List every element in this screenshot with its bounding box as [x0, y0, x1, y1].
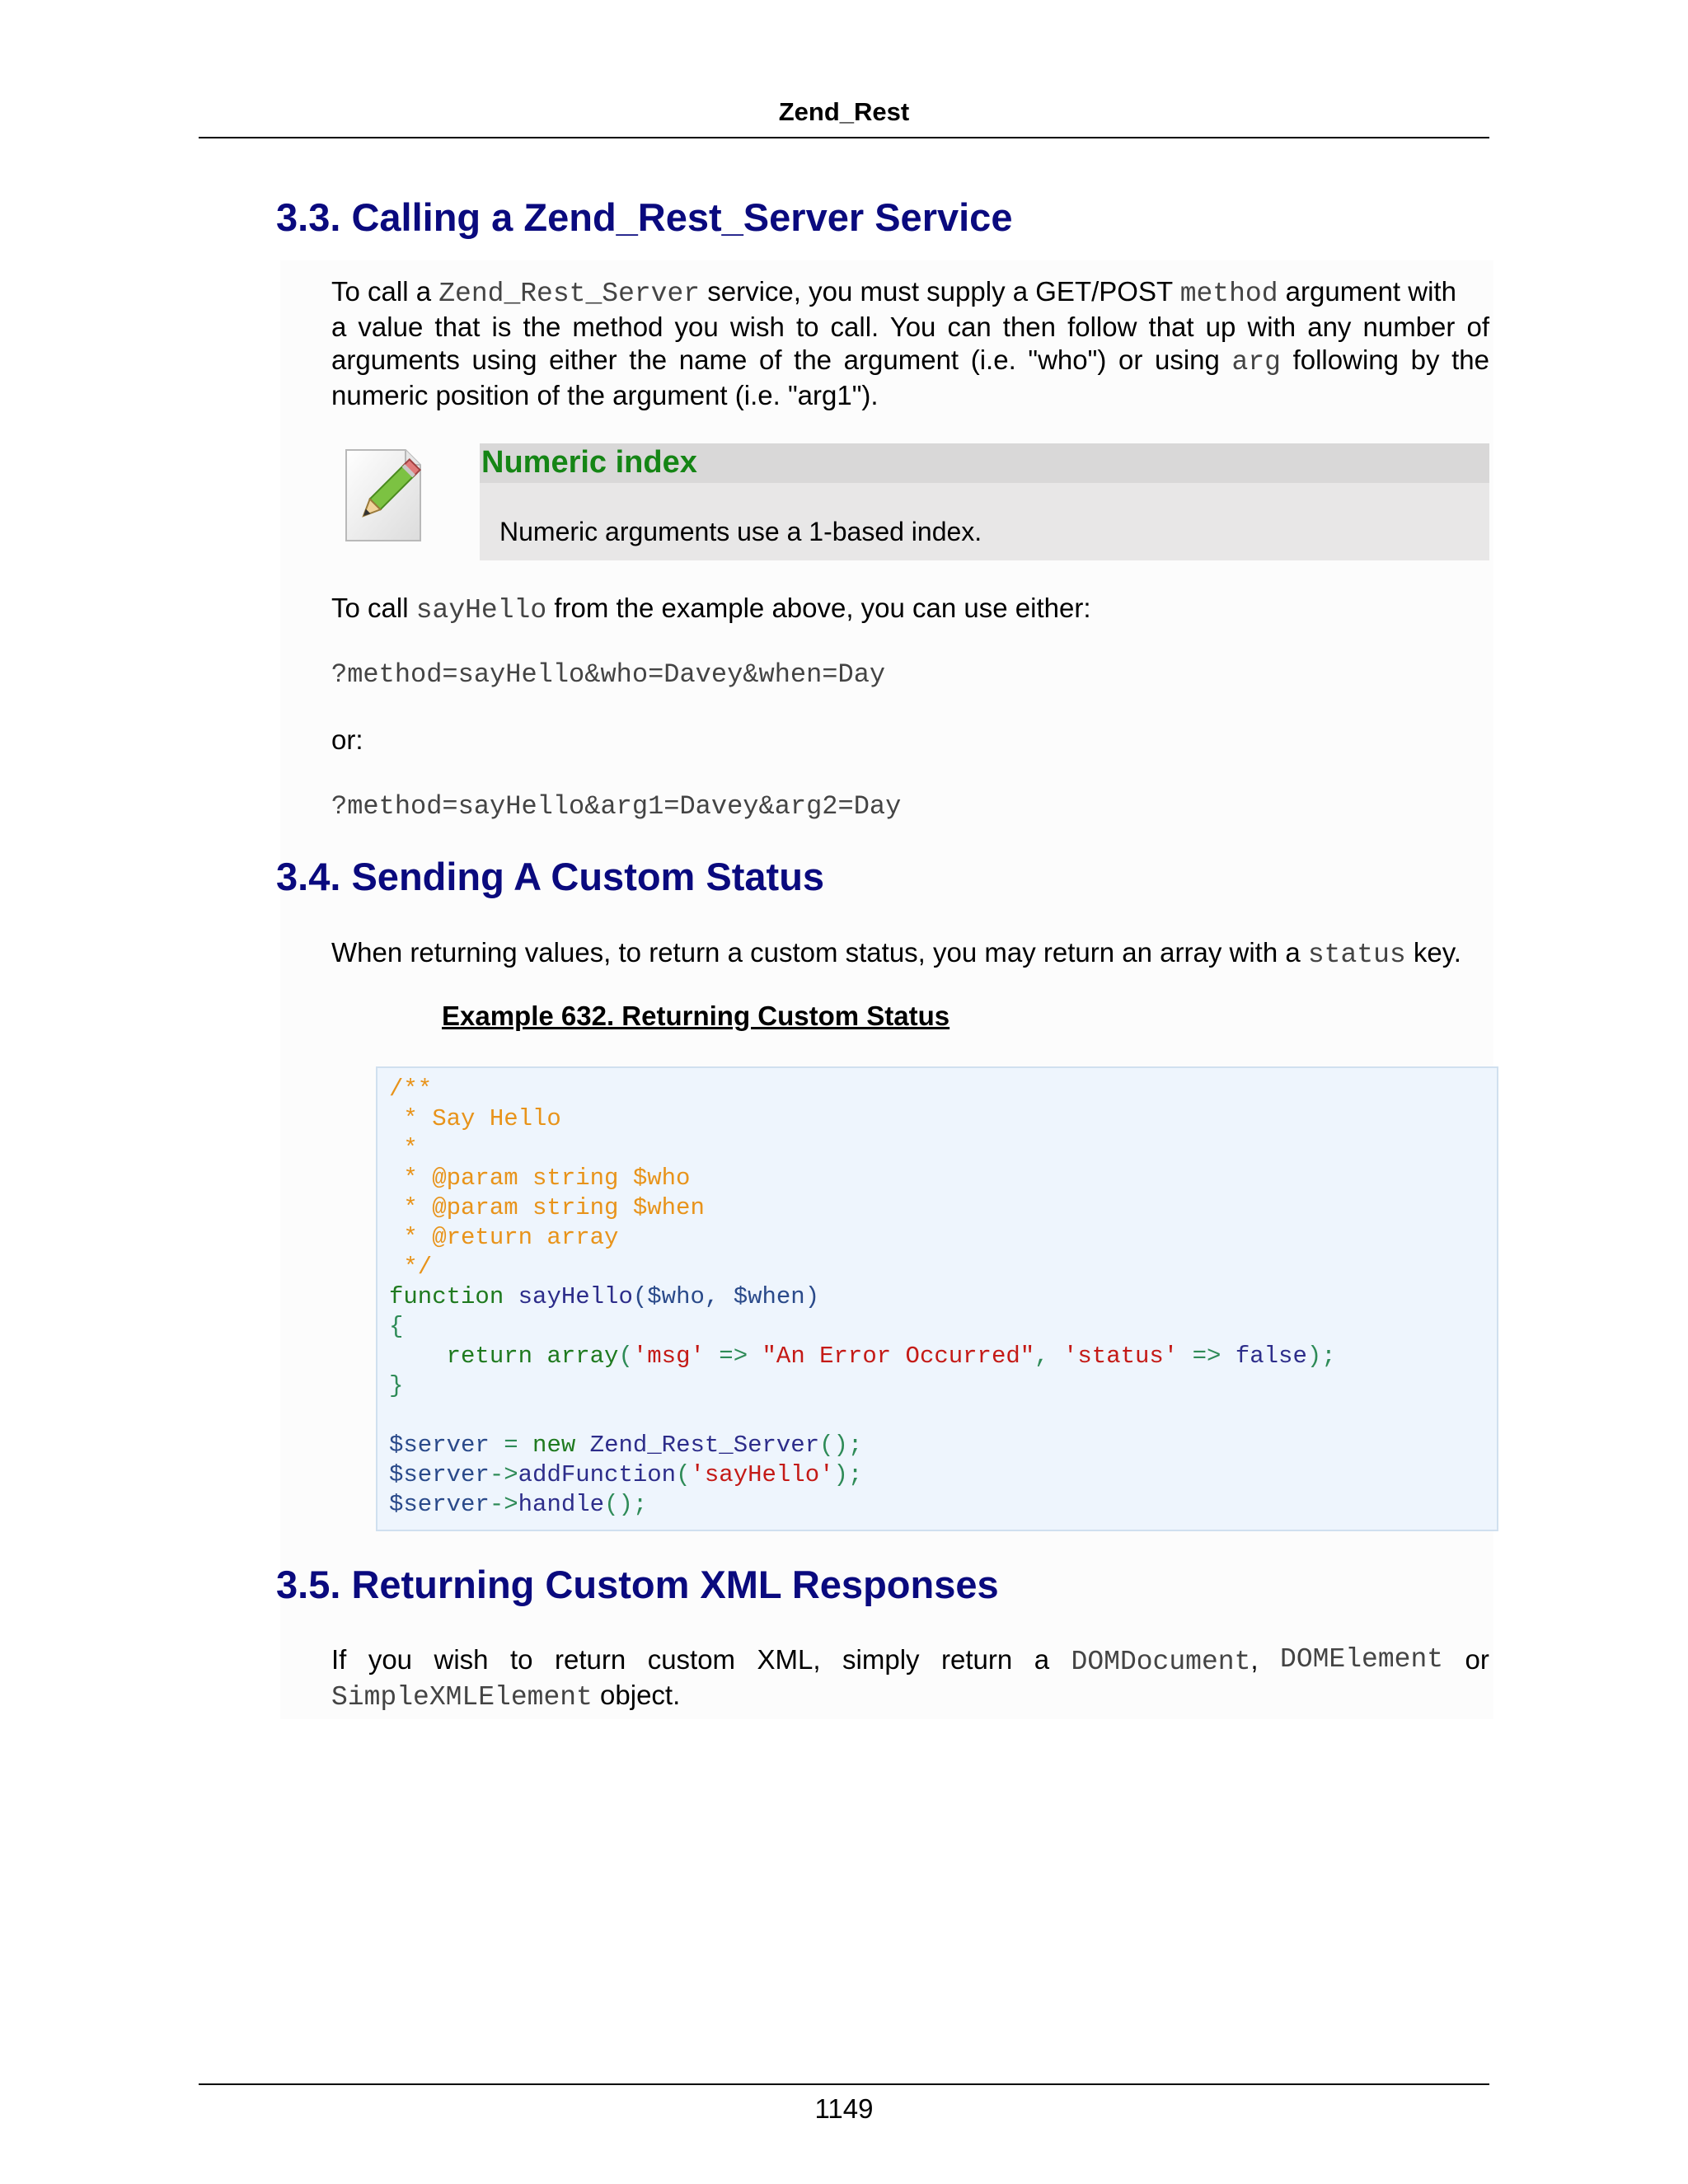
section-3-5-text [331, 1643, 1489, 1714]
header-rule [199, 137, 1489, 138]
intro-line-3: arguments using either the name of the argument (i.e. "who") or using arg following by the [331, 344, 1490, 377]
pencil-note-icon [338, 445, 425, 546]
section-heading-3-4: 3.4. Sending A Custom Status [276, 855, 825, 898]
running-header: Zend_Rest [778, 97, 910, 126]
code-block [376, 1066, 1498, 1531]
query-example-2: ?method=sayHello&arg1=Davey&arg2=Day [331, 791, 902, 822]
call-instructions: To call sayHello from the example above, you can use either: [331, 593, 1091, 626]
section-heading-3-3: 3.3. Calling a Zend_Rest_Server Service [276, 195, 1013, 239]
page-number: 1149 [814, 2093, 874, 2124]
section-3-5-line-2: SimpleXMLElement object. [331, 1680, 681, 1713]
section-heading-3-5: 3.5. Returning Custom XML Responses [276, 1563, 999, 1606]
note-body: Numeric arguments use a 1-based index. [499, 517, 982, 546]
or-text: or: [331, 724, 363, 755]
inline-code-domelement: DOMElement [1280, 1644, 1444, 1675]
note-title-bar [480, 443, 1489, 483]
note-admonition [480, 443, 1489, 560]
inline-code-domdocument: DOMDocument [1071, 1647, 1251, 1677]
code-listing: /** * Say Hello * * @param string $who * @param string $when * @return array */ function sayHello($who, $when) { return array('msg' => "An Error Occurred", 'status' => false); } $server = new Zend_Rest_Server(); $server->addFunction('sayHello'); $server->handle(); [389, 1076, 1336, 1518]
inline-code-arg: arg [1231, 347, 1281, 377]
inline-code-status: status [1307, 940, 1406, 970]
example-title: Example 632. Returning Custom Status [442, 1001, 950, 1031]
section-3-3-intro [331, 275, 1489, 412]
query-example-1: ?method=sayHello&who=Davey&when=Day [331, 659, 886, 690]
intro-line-2: a value that is the method you wish to call. You can then follow that up with any number of [331, 312, 1489, 342]
section-3-5-line-1: If you wish to return custom XML, simply return a DOMDocument, DOMElement or [331, 1644, 1489, 1677]
footer-rule [199, 2083, 1489, 2085]
inline-code-sayhello: sayHello [415, 595, 547, 626]
intro-line-1: To call a Zend_Rest_Server service, you must supply a GET/POST method argument with [331, 276, 1456, 309]
intro-line-4: numeric position of the argument (i.e. "arg1"). [331, 380, 879, 410]
inline-code-zend-rest-server: Zend_Rest_Server [438, 279, 701, 309]
inline-code-simplexmlelement: SimpleXMLElement [331, 1682, 593, 1713]
note-title: Numeric index [481, 445, 697, 480]
inline-code-method: method [1179, 279, 1278, 309]
section-3-4-text: When returning values, to return a custom status, you may return an array with a status key. [331, 937, 1461, 970]
